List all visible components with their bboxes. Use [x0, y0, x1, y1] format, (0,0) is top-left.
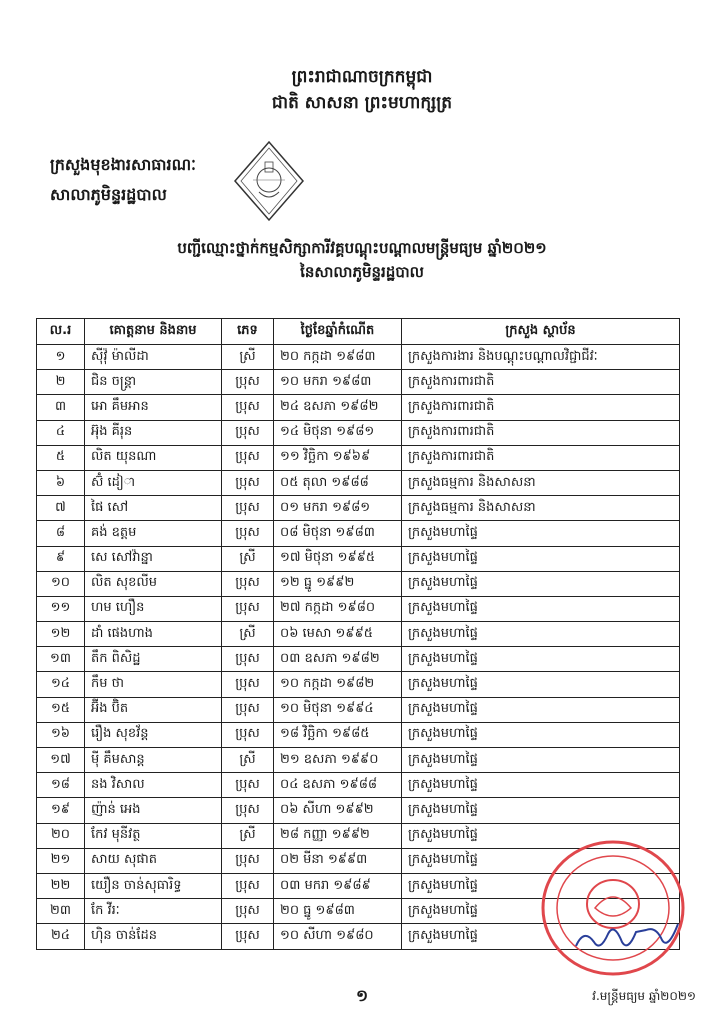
trainee-dob: ០១ មករា ១៩៨១ [274, 496, 402, 521]
trainee-dob: ០៤ ឧសភា ១៩៨៨ [274, 773, 402, 798]
row-number: ៤ [37, 420, 85, 445]
trainee-name: លិត សុខលីម [85, 571, 222, 596]
row-number: ២៣ [37, 899, 85, 924]
trainee-dob: ០៣ មករា ១៩៨៩ [274, 873, 402, 898]
table-row [37, 521, 680, 546]
trainee-name: រឿង សុខវ័ន្ត [85, 722, 222, 747]
row-number: ១១ [37, 596, 85, 621]
trainee-ministry: ក្រសួងមហាផ្ទៃ [402, 873, 680, 898]
trainee-ministry: ក្រសួងមហាផ្ទៃ [402, 546, 680, 571]
trainee-name: កែវ មុនីវត្ថ [85, 823, 222, 848]
trainee-name: យឿន ចាន់សុធារិទ្ធ [85, 873, 222, 898]
trainee-ministry: ក្រសួងមហាផ្ទៃ [402, 672, 680, 697]
table-row [37, 596, 680, 621]
trainee-ministry: ក្រសួងការពារជាតិ [402, 370, 680, 395]
title-line-1: បញ្ជីឈ្មោះថ្នាក់កម្មសិក្សាការីវគ្គបណ្តុះបណ្តាលមន្ត្រីមធ្យម ឆ្នាំ២០២១ [177, 239, 547, 257]
trainee-name: ស៊ីវ៉ុ ម៉ាលីដា [85, 345, 222, 370]
trainee-name: នង វិសាល [85, 773, 222, 798]
trainee-sex: ប្រុស [222, 496, 274, 521]
trainee-name: ញ៉ាន់ អេង [85, 798, 222, 823]
trainee-ministry: ក្រសួងមហាផ្ទៃ [402, 571, 680, 596]
trainee-name: ម៉ី គឹមសាន្ត [85, 748, 222, 773]
trainee-dob: ០៦ សីហា ១៩៩២ [274, 798, 402, 823]
trainee-name: សាយ សុផាត [85, 848, 222, 873]
footer-note: វ.មន្ត្រីមធ្យម ឆ្នាំ២០២១ [592, 989, 696, 1003]
trainee-dob: ២១ ឧសភា ១៩៩០ [274, 748, 402, 773]
trainee-sex: ប្រុស [222, 773, 274, 798]
school-name: សាលាភូមិន្ទរដ្ឋបាល [50, 185, 167, 204]
row-number: ១៣ [37, 647, 85, 672]
signature-icon [570, 912, 682, 958]
trainee-ministry: ក្រសួងមហាផ្ទៃ [402, 722, 680, 747]
row-number: ១៨ [37, 773, 85, 798]
trainee-dob: ២៨ កញ្ញា ១៩៩២ [274, 823, 402, 848]
kingdom-heading: ព្រះរាជាណាចក្រកម្ពុជា [291, 67, 433, 87]
header-no: ល.រ [37, 319, 85, 345]
trainee-dob: ១១ វិច្ឆិកា ១៩៦៩ [274, 445, 402, 470]
table-row [37, 672, 680, 697]
trainee-ministry: ក្រសួងមហាផ្ទៃ [402, 848, 680, 873]
trainee-sex: ប្រុស [222, 370, 274, 395]
trainee-sex: ស្រី [222, 546, 274, 571]
trainee-dob: ០៥ តុលា ១៩៨៨ [274, 470, 402, 495]
trainee-name: ជិន ចន្ត្រា [85, 370, 222, 395]
trainee-ministry: ក្រសួងមហាផ្ទៃ [402, 773, 680, 798]
trainee-ministry: ក្រសួងមហាផ្ទៃ [402, 748, 680, 773]
row-number: ២០ [37, 823, 85, 848]
trainee-ministry: ក្រសួងមហាផ្ទៃ [402, 521, 680, 546]
trainee-dob: ០៣ ឧសភា ១៩៨២ [274, 647, 402, 672]
row-number: ១៥ [37, 697, 85, 722]
trainee-sex: ប្រុស [222, 798, 274, 823]
row-number: ៨ [37, 521, 85, 546]
trainee-ministry: ក្រសួងធម្មការ និងសាសនា [402, 496, 680, 521]
title-line-2: នៃសាលាភូមិន្ទរដ្ឋបាល [300, 263, 424, 281]
page-number: ១ [355, 986, 369, 1005]
table-row [37, 773, 680, 798]
table-row [37, 370, 680, 395]
table-row [37, 395, 680, 420]
trainee-sex: ប្រុស [222, 420, 274, 445]
trainee-name: ស៊ំ ដៀា [85, 470, 222, 495]
row-number: ៦ [37, 470, 85, 495]
row-number: ១៦ [37, 722, 85, 747]
table-row [37, 445, 680, 470]
trainee-ministry: ក្រសួងការងារ និងបណ្តុះបណ្តាលវិជ្ជាជីវៈ [402, 345, 680, 370]
trainee-dob: ១០ កក្កដា ១៩៨២ [274, 672, 402, 697]
row-number: ១៧ [37, 748, 85, 773]
row-number: ២ [37, 370, 85, 395]
trainee-name: អ៊ីង ប៊ិត [85, 697, 222, 722]
trainee-sex: ប្រុស [222, 672, 274, 697]
trainee-sex: ប្រុស [222, 395, 274, 420]
trainee-ministry: ក្រសួងមហាផ្ទៃ [402, 697, 680, 722]
trainee-ministry: ក្រសួងមហាផ្ទៃ [402, 924, 680, 949]
trainee-dob: ១០ សីហា ១៩៨០ [274, 924, 402, 949]
trainee-dob: ១២ ធ្នូ ១៩៩២ [274, 571, 402, 596]
trainee-sex: ប្រុស [222, 647, 274, 672]
trainee-name: ផៃ សៅ [85, 496, 222, 521]
trainee-sex: ប្រុស [222, 697, 274, 722]
row-number: ២១ [37, 848, 85, 873]
row-number: ១២ [37, 622, 85, 647]
table-row [37, 722, 680, 747]
trainee-sex: ប្រុស [222, 722, 274, 747]
ministry-block [50, 150, 196, 210]
school-emblem-icon [233, 140, 305, 222]
trainee-name: ហ៊ិន ចាន់ដែន [85, 924, 222, 949]
trainee-dob: ១៤ មិថុនា ១៩៨១ [274, 420, 402, 445]
trainee-dob: ១០ មករា ១៩៨៣ [274, 370, 402, 395]
trainee-sex: ប្រុស [222, 470, 274, 495]
table-row [37, 748, 680, 773]
trainee-ministry: ក្រសួងការពារជាតិ [402, 420, 680, 445]
trainee-ministry: ក្រសួងមហាផ្ទៃ [402, 899, 680, 924]
trainee-dob: ២៤ ឧសភា ១៩៨២ [274, 395, 402, 420]
trainee-dob: ០២ មីនា ១៩៩៣ [274, 848, 402, 873]
table-row [37, 496, 680, 521]
table-row [37, 420, 680, 445]
row-number: ៣ [37, 395, 85, 420]
trainee-sex: ប្រុស [222, 445, 274, 470]
trainee-name: គង់ ឧត្តម [85, 521, 222, 546]
trainee-sex: ប្រុស [222, 596, 274, 621]
trainee-ministry: ក្រសួងមហាផ្ទៃ [402, 596, 680, 621]
trainee-name: ដាំ ផេងហាង [85, 622, 222, 647]
trainee-sex: ប្រុស [222, 924, 274, 949]
trainee-name: កែ វីរៈ [85, 899, 222, 924]
trainee-sex: ប្រុស [222, 899, 274, 924]
trainee-name: សេ សៅវ៉ាន្នា [85, 546, 222, 571]
trainee-dob: ០៦ មេសា ១៩៩៥ [274, 622, 402, 647]
trainee-name: ហម ហឿន [85, 596, 222, 621]
row-number: ២៤ [37, 924, 85, 949]
trainee-sex: ប្រុស [222, 848, 274, 873]
trainee-dob: ២០ កក្កដា ១៩៨៣ [274, 345, 402, 370]
trainee-dob: ២៧ កក្កដា ១៩៨០ [274, 596, 402, 621]
trainee-sex: ប្រុស [222, 571, 274, 596]
header-ministry: ក្រសួង ស្ថាប័ន [402, 319, 680, 345]
trainee-dob: ១៧ មិថុនា ១៩៩៥ [274, 546, 402, 571]
trainee-sex: ស្រី [222, 748, 274, 773]
row-number: ១៤ [37, 672, 85, 697]
trainee-sex: ប្រុស [222, 873, 274, 898]
trainee-ministry: ក្រសួងធម្មការ និងសាសនា [402, 470, 680, 495]
row-number: ១៩ [37, 798, 85, 823]
trainee-ministry: ក្រសួងការពារជាតិ [402, 395, 680, 420]
trainee-name: លិត យុនណា [85, 445, 222, 470]
table-row [37, 697, 680, 722]
trainee-dob: ១០ មិថុនា ១៩៩៤ [274, 697, 402, 722]
row-number: ២២ [37, 873, 85, 898]
trainee-name: តឹក ពិសិដ្ឋ [85, 647, 222, 672]
trainee-sex: ស្រី [222, 823, 274, 848]
trainee-ministry: ក្រសួងមហាផ្ទៃ [402, 647, 680, 672]
table-header-row [37, 319, 680, 345]
header-dob: ថ្ងៃខែឆ្នាំកំណើត [274, 319, 402, 345]
row-number: ៧ [37, 496, 85, 521]
table-row [37, 571, 680, 596]
trainee-sex: ស្រី [222, 622, 274, 647]
trainee-ministry: ក្រសួងមហាផ្ទៃ [402, 798, 680, 823]
trainee-name: អោ គឹមអាន [85, 395, 222, 420]
trainee-dob: ២០ ធ្នូ ១៩៨៣ [274, 899, 402, 924]
trainee-sex: ប្រុស [222, 521, 274, 546]
trainee-sex: ស្រី [222, 345, 274, 370]
trainee-dob: ១៨ វិច្ឆិកា ១៩៨៥ [274, 722, 402, 747]
trainee-dob: ០៨ មិថុនា ១៩៨៣ [274, 521, 402, 546]
trainee-ministry: ក្រសួងមហាផ្ទៃ [402, 823, 680, 848]
trainee-name: កឹម ថា [85, 672, 222, 697]
trainee-ministry: ក្រសួងការពារជាតិ [402, 445, 680, 470]
header-name: គោត្តនាម និងនាម [85, 319, 222, 345]
header-sex: ភេទ [222, 319, 274, 345]
trainee-name: អ៊ុង គីរុន [85, 420, 222, 445]
row-number: ១ [37, 345, 85, 370]
table-row [37, 798, 680, 823]
table-row [37, 647, 680, 672]
row-number: ៩ [37, 546, 85, 571]
row-number: ១០ [37, 571, 85, 596]
table-row [37, 546, 680, 571]
national-motto: ជាតិ សាសនា ព្រះមហាក្សត្រ [271, 93, 453, 113]
document-title [0, 236, 724, 284]
ministry-name: ក្រសួងមុខងារសាធារណៈ [50, 155, 196, 174]
table-row [37, 622, 680, 647]
row-number: ៥ [37, 445, 85, 470]
trainee-ministry: ក្រសួងមហាផ្ទៃ [402, 622, 680, 647]
table-row [37, 470, 680, 495]
table-row [37, 345, 680, 370]
